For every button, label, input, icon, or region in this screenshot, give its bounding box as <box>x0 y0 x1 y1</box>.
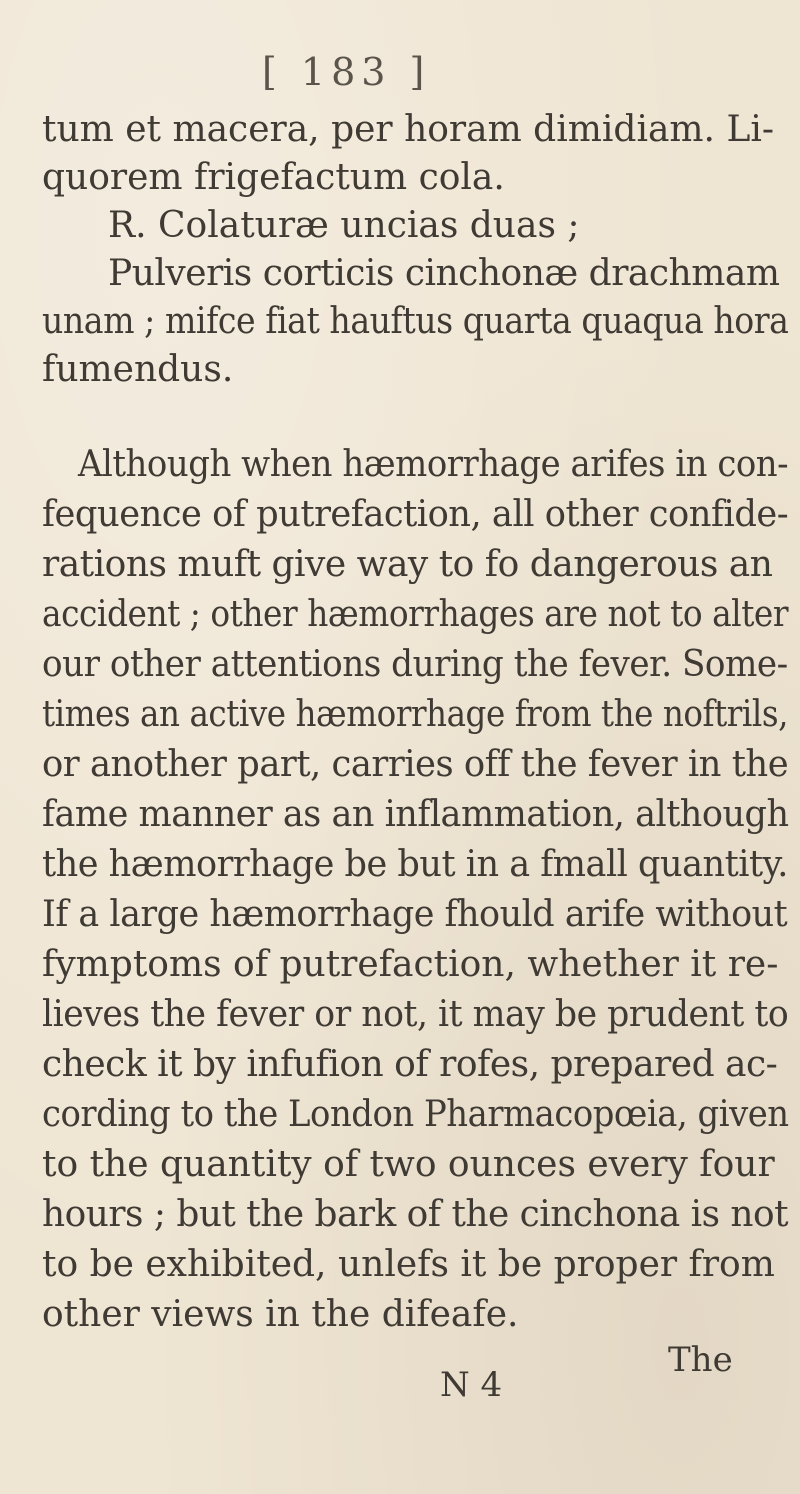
text-line: other views in the difeafe. <box>42 1294 519 1335</box>
text-line: rations muft give way to fo dangerous an <box>42 544 773 585</box>
text-line: the hæmorrhage be but in a fmall quantity. <box>42 844 788 885</box>
text-line: tum et macera, per horam dimidiam. Li- <box>42 109 775 150</box>
text-line: cording to the London Pharmacopœia, given <box>42 1094 789 1135</box>
text-line: check it by infufion of rofes, prepared ac- <box>42 1044 778 1085</box>
text-line: fame manner as an inflammation, although <box>42 794 789 835</box>
text-line: fequence of putrefaction, all other confide- <box>42 494 789 535</box>
text-line: to the quantity of two ounces every four <box>42 1144 775 1185</box>
text-line: Pulveris corticis cinchonæ drachmam <box>108 253 780 294</box>
text-line: quorem frigefactum cola. <box>42 157 505 198</box>
text-line: or another part, carries off the fever in the <box>42 744 789 785</box>
text-line: Although when hæmorrhage arifes in con- <box>78 444 789 485</box>
signature-mark: N 4 <box>440 1365 503 1405</box>
text-line: unam ; mifce fiat hauftus quarta quaqua hora <box>42 301 789 342</box>
text-line: accident ; other hæmorrhages are not to alter <box>42 594 789 635</box>
text-line: fymptoms of putrefaction, whether it re- <box>42 944 779 985</box>
text-line: If a large hæmorrhage fhould arife without <box>42 894 788 935</box>
text-line: times an active hæmorrhage from the noftrils, <box>42 694 789 735</box>
catchword: The <box>668 1340 733 1380</box>
text-line: R. Colaturæ uncias duas ; <box>108 205 580 246</box>
page-number: [ 183 ] <box>262 50 431 94</box>
text-line: lieves the fever or not, it may be prudent to <box>42 994 789 1035</box>
text-line: our other attentions during the fever. Some- <box>42 644 788 685</box>
text-line: to be exhibited, unlefs it be proper from <box>42 1244 775 1285</box>
text-line: hours ; but the bark of the cinchona is not <box>42 1194 789 1235</box>
text-line: fumendus. <box>42 349 234 390</box>
